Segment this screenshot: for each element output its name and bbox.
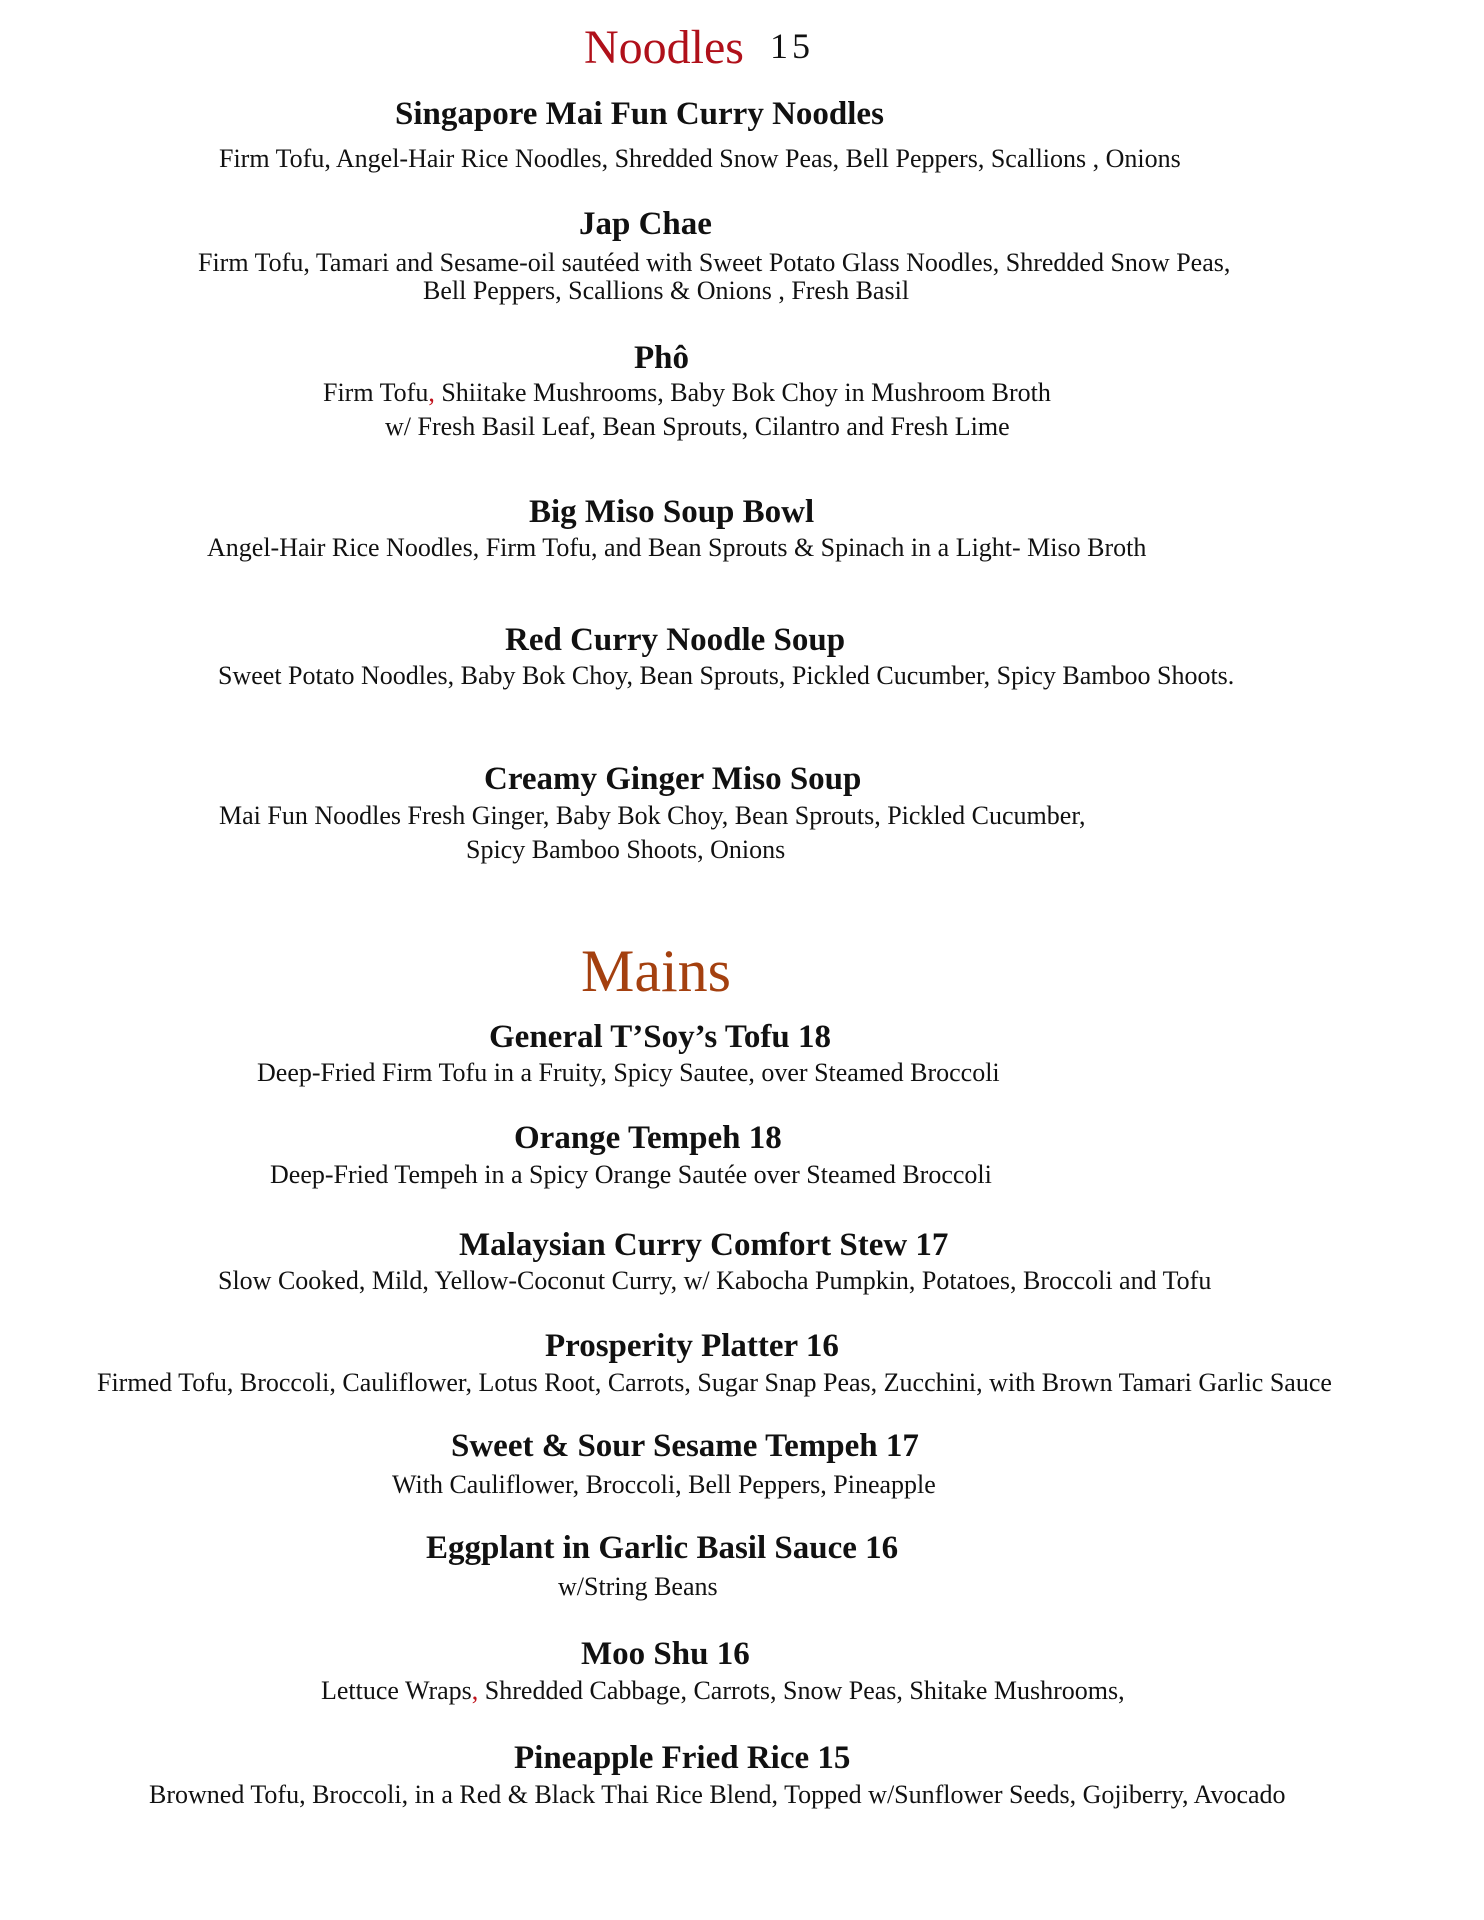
menu-item-description: Deep-Fried Firm Tofu in a Fruity, Spicy Sautee, over Steamed Broccoli [257, 1058, 1000, 1087]
noodles-section-title: Noodles [584, 21, 744, 74]
menu-item-description: With Cauliflower, Broccoli, Bell Peppers, Pineapple [392, 1470, 936, 1499]
menu-item-description: w/String Beans [558, 1572, 718, 1601]
mains-section-title: Mains [581, 938, 731, 1004]
menu-item-description: Firm Tofu, Angel-Hair Rice Noodles, Shredded Snow Peas, Bell Peppers, Scallions , Onions [219, 144, 1181, 173]
menu-item-name: Sweet & Sour Sesame Tempeh 17 [451, 1428, 919, 1464]
menu-item-description: Firmed Tofu, Broccoli, Cauliflower, Lotus Root, Carrots, Sugar Snap Peas, Zucchini, with Brown Tamari Garlic Sauce [97, 1368, 1332, 1397]
menu-item-description: Firm Tofu, Tamari and Sesame-oil sautéed with Sweet Potato Glass Noodles, Shredded Snow Peas, [198, 248, 1231, 277]
noodles-section-price: 15 [770, 26, 814, 66]
menu-item-name: Moo Shu 16 [581, 1636, 750, 1672]
menu-item-name: Jap Chae [579, 206, 712, 242]
menu-item-name: Prosperity Platter 16 [545, 1328, 839, 1364]
menu-item-name: Malaysian Curry Comfort Stew 17 [459, 1227, 949, 1263]
description-text: Shredded Cabbage, Carrots, Snow Peas, Shitake Mushrooms, [478, 1676, 1125, 1705]
menu-item-description: Angel-Hair Rice Noodles, Firm Tofu, and Bean Sprouts & Spinach in a Light- Miso Broth [207, 533, 1147, 562]
menu-item-description: Slow Cooked, Mild, Yellow-Coconut Curry, w/ Kabocha Pumpkin, Potatoes, Broccoli and Tofu [218, 1266, 1212, 1295]
menu-item-name: Red Curry Noodle Soup [505, 622, 846, 658]
menu-item-name: Big Miso Soup Bowl [529, 494, 815, 530]
menu-item-name: Orange Tempeh 18 [514, 1120, 782, 1156]
menu-item-name: Phô [634, 340, 690, 376]
menu-item-description [323, 380, 1051, 406]
red-comma: , [471, 1676, 479, 1705]
menu-item-description: Bell Peppers, Scallions & Onions , Fresh Basil [423, 276, 910, 305]
menu-item-name: General T’Soy’s Tofu 18 [489, 1019, 831, 1055]
menu-item-name: Creamy Ginger Miso Soup [484, 761, 862, 797]
menu-item-description: Sweet Potato Noodles, Baby Bok Choy, Bean Sprouts, Pickled Cucumber, Spicy Bamboo Shoots. [218, 661, 1235, 690]
menu-item-description: Browned Tofu, Broccoli, in a Red & Black Thai Rice Blend, Topped w/Sunflower Seeds, Gojiberry, Avocado [149, 1780, 1286, 1809]
description-text: Shiitake Mushrooms, Baby Bok Choy in Mushroom Broth [434, 378, 1051, 407]
menu-item-description [321, 1678, 1125, 1704]
red-comma: , [428, 378, 435, 407]
menu-item-name: Eggplant in Garlic Basil Sauce 16 [426, 1530, 899, 1566]
description-text: Firm Tofu [323, 378, 429, 407]
menu-item-description: Mai Fun Noodles Fresh Ginger, Baby Bok Choy, Bean Sprouts, Pickled Cucumber, [219, 801, 1086, 830]
menu-item-name: Pineapple Fried Rice 15 [514, 1740, 851, 1776]
menu-item-name: Singapore Mai Fun Curry Noodles [395, 96, 884, 132]
description-text: Lettuce Wraps [321, 1676, 472, 1705]
menu-item-description: w/ Fresh Basil Leaf, Bean Sprouts, Cilantro and Fresh Lime [385, 412, 1010, 441]
menu-item-description: Spicy Bamboo Shoots, Onions [466, 835, 786, 864]
menu-item-description: Deep-Fried Tempeh in a Spicy Orange Sautée over Steamed Broccoli [270, 1160, 992, 1189]
